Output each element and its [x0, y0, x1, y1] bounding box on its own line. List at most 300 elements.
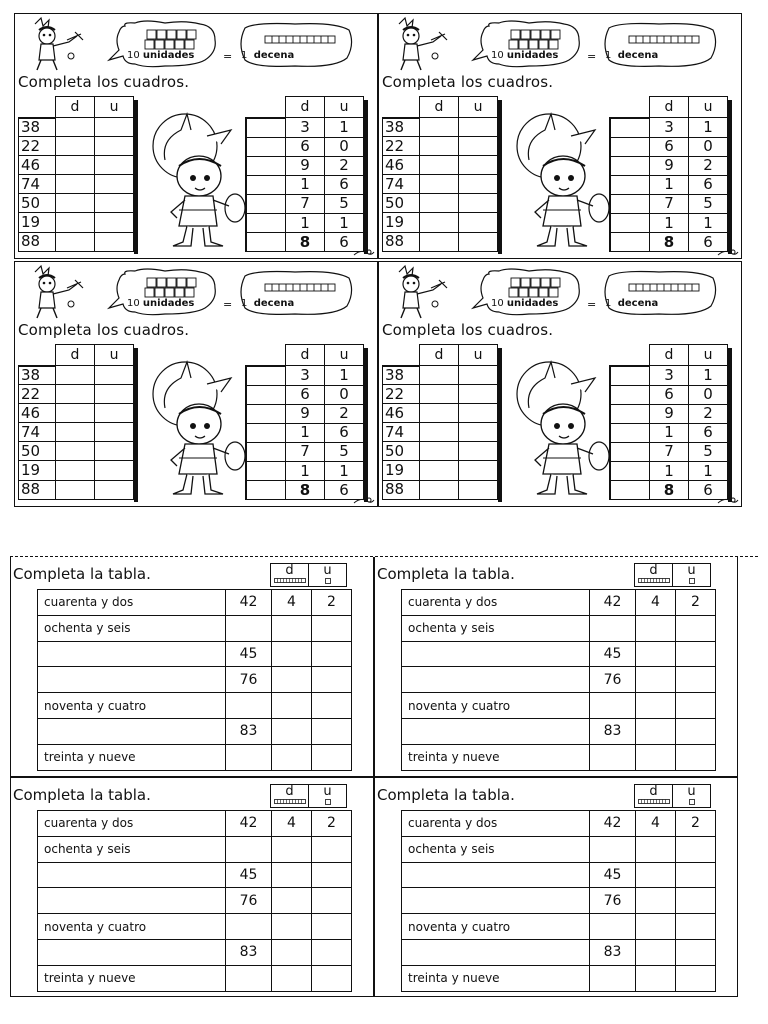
- number-answer-box: [246, 137, 286, 156]
- number-words-cell: [38, 641, 226, 667]
- number-answer-box: [610, 442, 650, 461]
- tens-cell: 3: [286, 366, 325, 386]
- table-row: [19, 442, 134, 461]
- tens-answer-box: [420, 423, 459, 442]
- header-d: d: [649, 563, 658, 578]
- number-cell: [226, 615, 272, 641]
- table-row: [246, 118, 364, 138]
- tens-cell: 1: [650, 461, 689, 480]
- header-d: d: [286, 345, 325, 366]
- header-u: u: [689, 97, 728, 118]
- left-number-grid: [18, 96, 134, 252]
- units-cell: 6: [689, 481, 728, 500]
- number-answer-box: [610, 137, 650, 156]
- tens-cell: [636, 836, 676, 862]
- tens-answer-box: [420, 118, 459, 137]
- card-title: Completa los cuadros.: [18, 73, 190, 91]
- card-title: Completa los cuadros.: [18, 321, 190, 339]
- table-row: [383, 232, 498, 251]
- tens-answer-box: [420, 232, 459, 251]
- table-row: [19, 404, 134, 423]
- table-row: [246, 233, 364, 252]
- table-row: [610, 442, 728, 461]
- tens-cell: [272, 965, 312, 991]
- table-row: [402, 615, 716, 641]
- number-cell: 22: [383, 385, 420, 404]
- tens-answer-box: [56, 366, 95, 385]
- header-u: u: [325, 97, 364, 118]
- tens-answer-box: [56, 175, 95, 194]
- number-cell: 22: [383, 137, 420, 156]
- table-shadow: [134, 100, 138, 254]
- equation-left: [127, 50, 194, 61]
- number-answer-box: [610, 213, 650, 232]
- units-cell: [312, 693, 352, 719]
- table-shadow: [728, 348, 732, 502]
- number-cell: [590, 836, 636, 862]
- table-row: [246, 194, 364, 213]
- tens-cell: 7: [286, 442, 325, 461]
- header-blank: [19, 97, 56, 118]
- tens-answer-box: [56, 480, 95, 499]
- units-cell: [312, 914, 352, 940]
- number-words-cell: ochenta y seis: [402, 836, 590, 862]
- table-row: [246, 404, 364, 423]
- table-row: [402, 667, 716, 693]
- units-answer-box: [459, 156, 498, 175]
- table-row: [402, 641, 716, 667]
- number-cell: 42: [226, 590, 272, 616]
- header-d: d: [420, 97, 459, 118]
- right-decomposed-grid: [245, 344, 364, 500]
- units-cell: 6: [689, 233, 728, 252]
- indian-boy-large-icon: [515, 348, 611, 498]
- units-cell: 1: [689, 366, 728, 386]
- equals-sign: =: [223, 50, 233, 63]
- tens-cell: [636, 667, 676, 693]
- ten-rod-icon: [265, 36, 335, 43]
- worksheet-card-cuadros: [378, 13, 742, 259]
- number-cell: 38: [383, 366, 420, 385]
- ten-rod-icon: [265, 284, 335, 291]
- tens-cell: 7: [650, 442, 689, 461]
- tens-answer-box: [420, 213, 459, 232]
- number-answer-box: [610, 461, 650, 480]
- table-row: [246, 137, 364, 156]
- tens-cell: 3: [650, 118, 689, 138]
- number-cell: 19: [383, 461, 420, 480]
- tens-answer-box: [420, 194, 459, 213]
- table-row: [610, 137, 728, 156]
- header-d: d: [650, 345, 689, 366]
- units-cell: 6: [325, 481, 364, 500]
- units-answer-box: [459, 232, 498, 251]
- table-row: [246, 385, 364, 404]
- table-row: [38, 641, 352, 667]
- number-cell: 74: [383, 175, 420, 194]
- units-cell: 5: [689, 194, 728, 213]
- tens-answer-box: [56, 461, 95, 480]
- table-row: [383, 366, 498, 385]
- tens-cell: 6: [650, 137, 689, 156]
- equation-right: [605, 50, 658, 61]
- number-cell: 46: [383, 404, 420, 423]
- tens-answer-box: [56, 156, 95, 175]
- units-cell: [312, 862, 352, 888]
- header-d: d: [285, 784, 294, 799]
- number-answer-box: [610, 194, 650, 213]
- units-cell: 6: [325, 233, 364, 252]
- equals-sign: =: [223, 298, 233, 311]
- header-u-cell: [308, 563, 347, 587]
- header-blank: [383, 345, 420, 366]
- header-d: d: [286, 97, 325, 118]
- units-answer-box: [459, 404, 498, 423]
- number-cell: 50: [19, 442, 56, 461]
- table-row: [610, 233, 728, 252]
- table-row: [19, 461, 134, 480]
- equals-sign: =: [587, 50, 597, 63]
- header-u: u: [95, 345, 134, 366]
- table-row: [19, 118, 134, 137]
- number-words-cell: cuarenta y dos: [402, 811, 590, 837]
- units-cell: [676, 836, 716, 862]
- ten-rod-icon: [274, 578, 306, 583]
- number-cell: [590, 615, 636, 641]
- number-words-cell: ochenta y seis: [38, 836, 226, 862]
- number-cell: [226, 744, 272, 770]
- table-row: [402, 693, 716, 719]
- tens-cell: [272, 615, 312, 641]
- tens-cell: [636, 641, 676, 667]
- ten-label: 10: [127, 50, 140, 61]
- tens-cell: 8: [650, 481, 689, 500]
- header-u: u: [325, 345, 364, 366]
- table-row: [383, 423, 498, 442]
- table-row: [38, 718, 352, 744]
- units-cell: [676, 641, 716, 667]
- header-blank: [246, 97, 286, 118]
- unit-cube-icon: [325, 578, 331, 584]
- tens-answer-box: [420, 137, 459, 156]
- number-cell: 88: [383, 232, 420, 251]
- right-decomposed-grid: [245, 96, 364, 252]
- one-label: 1: [605, 298, 612, 309]
- table-row: [383, 404, 498, 423]
- header-d: d: [56, 97, 95, 118]
- tens-cell: 4: [272, 590, 312, 616]
- table-shadow: [498, 348, 502, 502]
- units-answer-box: [459, 175, 498, 194]
- unit-cube-icon: [325, 799, 331, 805]
- ten-label: 10: [127, 298, 140, 309]
- one-label: 1: [241, 50, 248, 61]
- table-row: [38, 811, 352, 837]
- number-answer-box: [246, 156, 286, 175]
- speech-bubble: [105, 20, 355, 72]
- table-row: [610, 175, 728, 194]
- units-cell: [676, 939, 716, 965]
- decena-label: decena: [617, 298, 659, 309]
- number-words-cell: treinta y nueve: [38, 744, 226, 770]
- number-cell: 38: [19, 366, 56, 385]
- tens-cell: [636, 615, 676, 641]
- table-row: [38, 590, 352, 616]
- units-answer-box: [95, 137, 134, 156]
- table-row: [383, 175, 498, 194]
- worksheet-card-tabla: [374, 557, 738, 777]
- units-cell: 2: [689, 156, 728, 175]
- tens-answer-box: [420, 175, 459, 194]
- table-row: [383, 137, 498, 156]
- number-answer-box: [246, 481, 286, 500]
- number-cell: 76: [590, 667, 636, 693]
- table-row: [38, 615, 352, 641]
- tens-cell: 9: [286, 156, 325, 175]
- number-words-cell: [38, 667, 226, 693]
- table-row: [19, 156, 134, 175]
- units-cell: [312, 641, 352, 667]
- header-d: d: [285, 563, 294, 578]
- table-row: [402, 862, 716, 888]
- units-cell: 6: [325, 423, 364, 442]
- units-cell: [312, 667, 352, 693]
- units-cell: [676, 718, 716, 744]
- header-u-cell: [672, 563, 711, 587]
- number-words-cell: treinta y nueve: [402, 744, 590, 770]
- unit-cube-icon: [689, 799, 695, 805]
- number-cell: 50: [383, 442, 420, 461]
- units-cell: 0: [325, 137, 364, 156]
- units-cell: 1: [325, 213, 364, 232]
- tens-cell: [272, 888, 312, 914]
- number-words-cell: [38, 862, 226, 888]
- table-row: [610, 404, 728, 423]
- units-answer-box: [459, 194, 498, 213]
- number-answer-box: [246, 366, 286, 386]
- tens-answer-box: [420, 404, 459, 423]
- decena-label: decena: [617, 50, 659, 61]
- table-row: [38, 667, 352, 693]
- number-words-cell: [402, 862, 590, 888]
- units-answer-box: [459, 480, 498, 499]
- units-cell: 1: [325, 118, 364, 138]
- number-cell: [226, 693, 272, 719]
- table-row: [38, 914, 352, 940]
- card-title: Completa la tabla.: [377, 786, 515, 804]
- table-row: [402, 590, 716, 616]
- table-row: [246, 156, 364, 175]
- ten-label: 10: [491, 298, 504, 309]
- card-title: Completa los cuadros.: [382, 321, 554, 339]
- number-cell: 50: [19, 194, 56, 213]
- unidades-label: unidades: [142, 298, 195, 309]
- number-cell: 83: [590, 718, 636, 744]
- number-cell: 76: [226, 888, 272, 914]
- table-row: [246, 423, 364, 442]
- page-curl-icon: [353, 247, 375, 257]
- number-answer-box: [610, 118, 650, 138]
- table-row: [38, 862, 352, 888]
- number-cell: 22: [19, 385, 56, 404]
- header-d: d: [420, 345, 459, 366]
- units-answer-box: [95, 232, 134, 251]
- header-d: d: [56, 345, 95, 366]
- number-cell: 38: [19, 118, 56, 137]
- tens-cell: 4: [272, 811, 312, 837]
- ten-rod-icon: [638, 578, 670, 583]
- units-answer-box: [459, 461, 498, 480]
- header-u: u: [689, 345, 728, 366]
- unit-cube-icon: [689, 578, 695, 584]
- header-u-cell: [672, 784, 711, 808]
- table-row: [38, 836, 352, 862]
- worksheet-card-cuadros: [14, 13, 378, 259]
- worksheet-card-cuadros: [14, 261, 378, 507]
- units-cell: 0: [325, 385, 364, 404]
- tens-cell: 1: [286, 175, 325, 194]
- table-row: [402, 939, 716, 965]
- units-answer-box: [95, 213, 134, 232]
- card-title: Completa la tabla.: [377, 565, 515, 583]
- number-answer-box: [246, 442, 286, 461]
- equation-right: [241, 298, 294, 309]
- number-cell: 19: [19, 461, 56, 480]
- decena-label: decena: [253, 298, 295, 309]
- table-row: [246, 366, 364, 386]
- table-row: [402, 914, 716, 940]
- units-cell: [676, 965, 716, 991]
- tens-cell: [272, 744, 312, 770]
- right-decomposed-grid: [609, 96, 728, 252]
- number-words-cell: [402, 888, 590, 914]
- tens-answer-box: [420, 385, 459, 404]
- units-cell: [676, 914, 716, 940]
- tens-answer-box: [56, 194, 95, 213]
- units-cell: 2: [312, 811, 352, 837]
- table-row: [246, 442, 364, 461]
- units-cell: [312, 744, 352, 770]
- table-row: [19, 232, 134, 251]
- number-words-cell: [38, 888, 226, 914]
- unidades-label: unidades: [142, 50, 195, 61]
- tens-cell: [636, 718, 676, 744]
- table-row: [402, 811, 716, 837]
- number-answer-box: [246, 213, 286, 232]
- units-cell: 1: [325, 366, 364, 386]
- number-answer-box: [610, 385, 650, 404]
- header-blank: [610, 345, 650, 366]
- header-d-cell: [634, 784, 673, 808]
- table-row: [38, 693, 352, 719]
- tens-answer-box: [56, 423, 95, 442]
- number-cell: 22: [19, 137, 56, 156]
- tens-cell: 6: [286, 137, 325, 156]
- units-cell: 5: [325, 194, 364, 213]
- table-row: [19, 423, 134, 442]
- units-answer-box: [95, 194, 134, 213]
- header-u: u: [323, 784, 332, 799]
- units-cell: 1: [325, 461, 364, 480]
- units-cell: [312, 836, 352, 862]
- indian-boy-icon: [21, 16, 91, 72]
- number-cell: 38: [383, 118, 420, 137]
- number-words-cell: noventa y cuatro: [402, 914, 590, 940]
- number-cell: 88: [19, 232, 56, 251]
- equals-sign: =: [587, 298, 597, 311]
- number-cell: [226, 836, 272, 862]
- tens-cell: [272, 693, 312, 719]
- units-cell: [676, 862, 716, 888]
- units-answer-box: [95, 366, 134, 385]
- tens-cell: [636, 914, 676, 940]
- tens-cell: [272, 862, 312, 888]
- units-cell: 1: [689, 213, 728, 232]
- units-answer-box: [95, 480, 134, 499]
- worksheet-card-tabla: [374, 777, 738, 997]
- tens-answer-box: [56, 213, 95, 232]
- table-row: [38, 965, 352, 991]
- header-blank: [383, 97, 420, 118]
- table-row: [402, 836, 716, 862]
- number-cell: 19: [19, 213, 56, 232]
- table-row: [402, 965, 716, 991]
- header-d-cell: [270, 784, 309, 808]
- units-cell: [676, 693, 716, 719]
- one-label: 1: [605, 50, 612, 61]
- indian-boy-icon: [21, 264, 91, 320]
- table-row: [402, 718, 716, 744]
- table-row: [38, 744, 352, 770]
- table-row: [38, 888, 352, 914]
- header-u: u: [687, 784, 696, 799]
- units-cell: 0: [689, 385, 728, 404]
- speech-bubble: [105, 268, 355, 320]
- tens-answer-box: [56, 118, 95, 137]
- units-cell: [312, 615, 352, 641]
- table-shadow: [364, 348, 368, 502]
- tens-cell: 1: [286, 461, 325, 480]
- tens-cell: 1: [286, 423, 325, 442]
- units-cell: 5: [325, 442, 364, 461]
- table-row: [383, 156, 498, 175]
- tens-cell: 6: [650, 385, 689, 404]
- number-cell: 42: [590, 590, 636, 616]
- ten-rod-icon: [629, 36, 699, 43]
- table-row: [610, 385, 728, 404]
- number-cell: 76: [590, 888, 636, 914]
- header-d: d: [650, 97, 689, 118]
- units-answer-box: [459, 118, 498, 137]
- equation-right: [241, 50, 294, 61]
- number-words-cell: ochenta y seis: [402, 615, 590, 641]
- header-u: u: [323, 563, 332, 578]
- page-curl-icon: [353, 495, 375, 505]
- number-words-cell: treinta y nueve: [402, 965, 590, 991]
- units-cell: [676, 744, 716, 770]
- number-cell: 74: [19, 175, 56, 194]
- tens-answer-box: [56, 404, 95, 423]
- number-cell: 42: [226, 811, 272, 837]
- number-cell: [590, 693, 636, 719]
- units-cell: 5: [689, 442, 728, 461]
- decena-label: decena: [253, 50, 295, 61]
- units-cell: 1: [689, 461, 728, 480]
- indian-boy-icon: [385, 264, 455, 320]
- number-words-cell: [38, 939, 226, 965]
- table-row: [383, 461, 498, 480]
- tens-cell: 7: [650, 194, 689, 213]
